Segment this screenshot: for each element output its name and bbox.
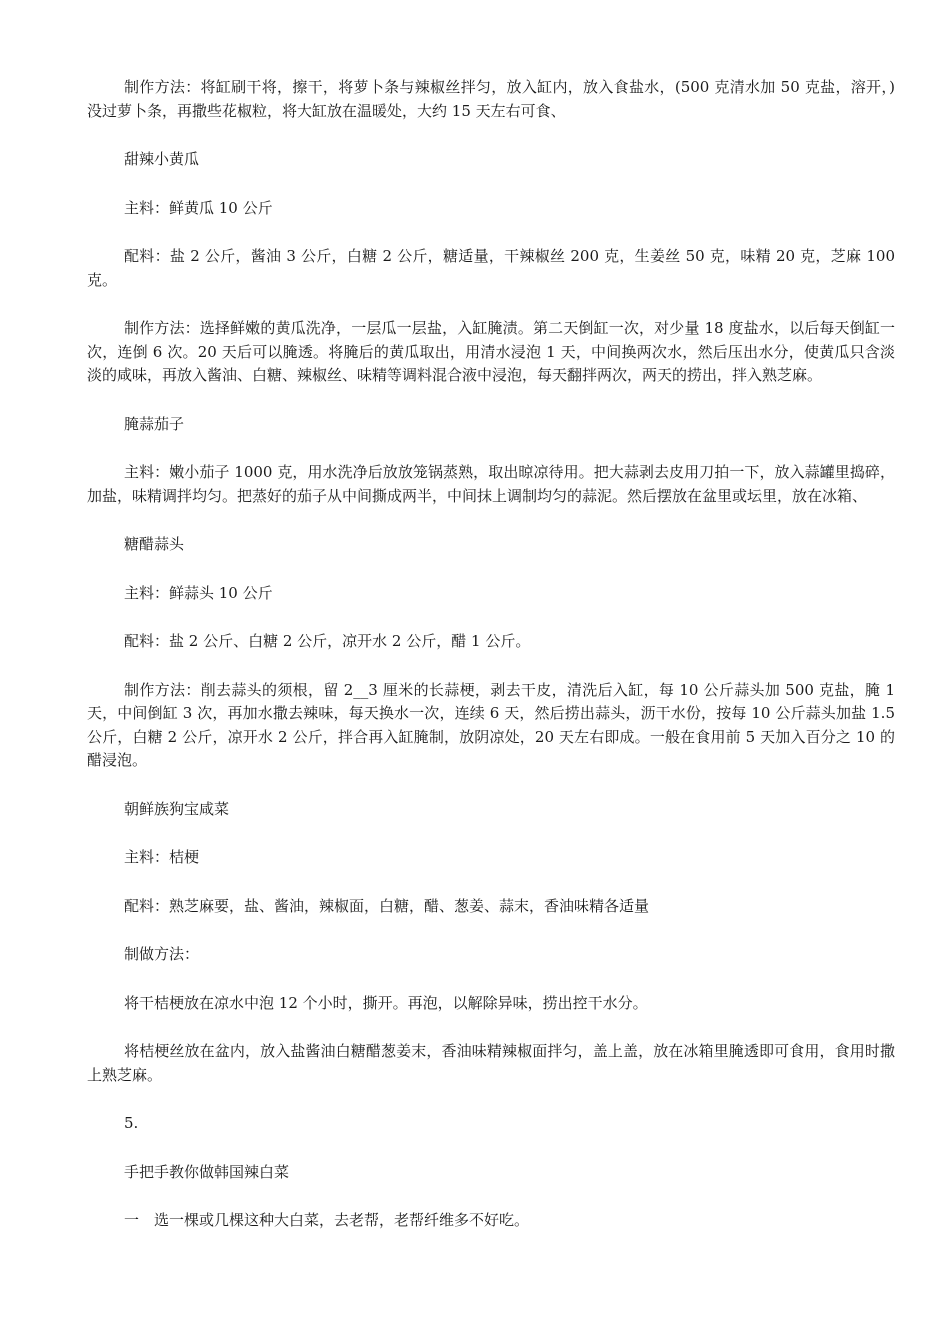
recipe-title-sweet-spicy-cucumber: 甜辣小黄瓜 xyxy=(124,150,200,168)
document-page xyxy=(87,76,895,1233)
section-number: 5. xyxy=(124,1114,139,1132)
paragraph-garlic-seasonings: 配料：盐 2 公斤、白糖 2 公斤，凉开水 2 公斤，醋 1 公斤。 xyxy=(124,632,531,650)
paragraph-pickle-method-label: 制做方法： xyxy=(124,945,200,963)
paragraph-pickle-step-mix: 将桔梗丝放在盆内，放入盐酱油白糖醋葱姜末，香油味精辣椒面拌匀，盖上盖，放在冰箱里腌透即可食用，食用时撒上熟芝麻。 xyxy=(87,1042,895,1084)
paragraph-pickle-seasonings: 配料：熟芝麻要，盐、酱油，辣椒面，白糖，醋、葱姜、蒜末，香油味精各适量 xyxy=(124,896,650,915)
paragraph-kimchi-step-one: 一 选一棵或几棵这种大白菜，去老帮，老帮纤维多不好吃。 xyxy=(124,1211,530,1229)
recipe-title-garlic-eggplant: 腌蒜茄子 xyxy=(124,414,185,433)
recipe-title-korean-pickle: 朝鲜族狗宝咸菜 xyxy=(124,799,230,818)
paragraph-cucumber-method: 制作方法：选择鲜嫩的黄瓜洗净，一层瓜一层盐，入缸腌渍。第二天倒缸一次，对少量 18 度盐水，以后每天倒缸一次，连倒 6 次。20 天后可以腌透。将腌后的黄瓜取出，用清水浸泡 1 天，中间换两次水，然后压出水分，使黄瓜只含淡淡的咸味，再放入酱油、白糖、辣椒丝、味精等调料混合液中浸泡，每天翻拌两次，两天的捞出，拌入熟芝麻。 xyxy=(87,319,895,384)
recipe-title-korean-kimchi: 手把手教你做韩国辣白菜 xyxy=(124,1162,290,1181)
paragraph-garlic-method: 制作方法：削去蒜头的须根，留 2__3 厘米的长蒜梗，剥去干皮，清洗后入缸，每 10 公斤蒜头加 500 克盐，腌 1 天，中间倒缸 3 次，再加水撒去辣味，每天换水一次，连续 6 天，然后捞出蒜头，沥干水份，按每 10 公斤蒜头加盐 1.5 公斤，白糖 2 公斤，凉开水 2 公斤，拌合再入缸腌制，放阴凉处，20 天左右即成。一般在食用前 5 天加入百分之 10 的醋浸泡。 xyxy=(87,680,895,769)
paragraph-cucumber-main-ingredient: 主料：鲜黄瓜 10 公斤 xyxy=(124,198,273,217)
paragraph-pickle-main-ingredient: 主料：桔梗 xyxy=(124,848,200,866)
paragraph-eggplant-main-ingredient: 主料：嫩小茄子 1000 克，用水洗净后放放笼锅蒸熟，取出晾凉待用。把大蒜剥去皮用刀拍一下，放入蒜罐里捣碎，加盐，味精调拌均匀。把蒸好的茄子从中间撕成两半，中间抹上调制均匀的蒜泥。然后摆放在盆里或坛里，放在冰箱、 xyxy=(87,463,895,505)
paragraph-pickle-step-soak: 将干桔梗放在凉水中泡 12 个小时，撕开。再泡，以解除异味，捞出控干水分。 xyxy=(124,993,648,1012)
recipe-title-sweet-sour-garlic: 糖醋蒜头 xyxy=(124,535,185,553)
paragraph-garlic-main-ingredient: 主料：鲜蒜头 10 公斤 xyxy=(124,583,273,602)
paragraph-radish-method: 制作方法：将缸刷干将，擦干，将萝卜条与辣椒丝拌匀，放入缸内，放入食盐水，(500 克清水加 50 克盐，溶开，)没过萝卜条，再撒些花椒粒，将大缸放在温暖处，大约 15 天左右可食、 xyxy=(87,78,895,120)
paragraph-cucumber-seasonings: 配料：盐 2 公斤，酱油 3 公斤，白糖 2 公斤，糖适量，干辣椒丝 200 克，生姜丝 50 克，味精 20 克，芝麻 100 克。 xyxy=(87,247,895,289)
